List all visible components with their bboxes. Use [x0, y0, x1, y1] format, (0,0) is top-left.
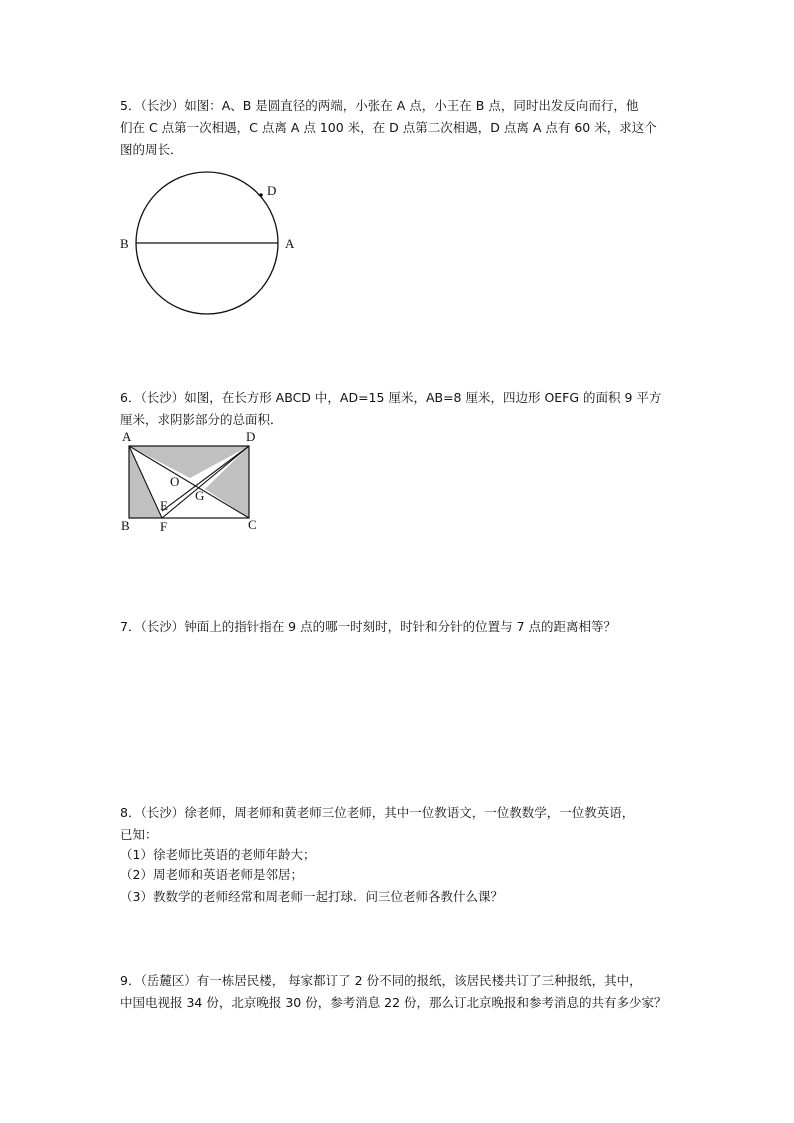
label-o: O — [170, 474, 180, 489]
label-b: B — [120, 236, 129, 251]
problem-8-line-3: （1）徐老师比英语的老师年龄大； — [120, 847, 316, 862]
point-d-dot — [259, 193, 263, 197]
problem-8-line-2: 已知： — [120, 827, 158, 842]
rectangle-figure — [115, 428, 275, 538]
label-d: D — [267, 183, 277, 198]
label-b: B — [121, 518, 130, 533]
label-c: C — [248, 517, 257, 532]
label-f: F — [160, 519, 168, 534]
problem-6-line-2: 厘米，求阴影部分的总面积． — [120, 412, 283, 427]
problem-8-line-1: 8．（长沙）徐老师，周老师和黄老师三位老师，其中一位教语文，一位教数学，一位教英语， — [120, 805, 635, 820]
problem-5-line-3: 图的周长． — [120, 142, 183, 157]
problem-8-line-4: （2）周老师和英语老师是邻居； — [120, 867, 303, 882]
label-g: G — [195, 488, 205, 503]
problem-5-line-1: 5．（长沙）如图：A、B 是圆直径的两端，小张在 A 点，小王在 B 点，同时出发反向而行，他 — [120, 98, 639, 113]
circle-figure — [110, 165, 310, 325]
problem-8-line-5: （3）教数学的老师经常和周老师一起打球．问三位老师各教什么课？ — [120, 889, 503, 904]
label-a: A — [285, 236, 295, 251]
label-e: E — [160, 498, 168, 513]
problem-9-line-1: 9．（岳麓区）有一栋居民楼， 每家都订了 2 份不同的报纸，该居民楼共订了三种报纸，其中， — [120, 973, 642, 988]
label-d: D — [246, 429, 256, 444]
problem-5-line-2: 们在 C 点第一次相遇，C 点离 A 点 100 米，在 D 点第二次相遇，D 点离 A 点有 60 米，求这个 — [120, 120, 657, 135]
problem-9-line-2: 中国电视报 34 份，北京晚报 30 份，参考消息 22 份，那么订北京晚报和参考消息的共有多少家？ — [120, 995, 667, 1010]
problem-6-line-1: 6．（长沙）如图，在长方形 ABCD 中，AD=15 厘米，AB=8 厘米，四边形 OEFG 的面积 9 平方 — [120, 390, 662, 405]
label-a: A — [122, 429, 132, 444]
problem-7-line-1: 7．（长沙）钟面上的指针指在 9 点的哪一时刻时，时针和分针的位置与 7 点的距离相等？ — [120, 619, 617, 634]
